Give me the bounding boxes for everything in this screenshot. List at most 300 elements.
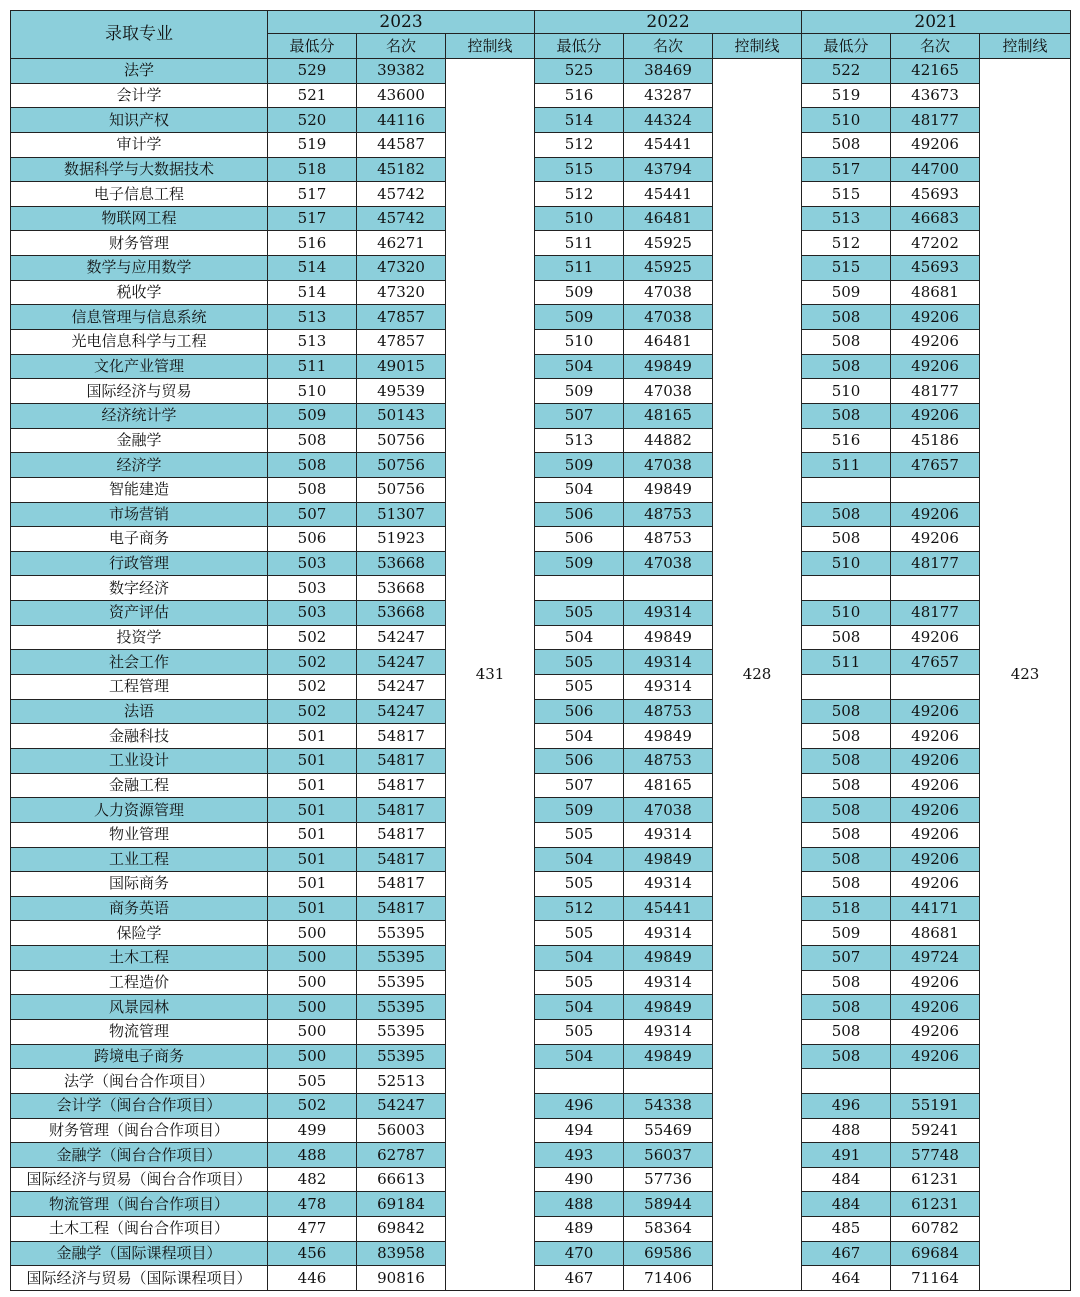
- table-row: [11, 551, 1071, 576]
- rank-cell: 69842: [357, 1217, 446, 1242]
- min-score-cell: 508: [802, 748, 891, 773]
- rank-cell: 49849: [624, 847, 713, 872]
- table-row: [11, 1266, 1071, 1291]
- rank-cell: [891, 477, 980, 502]
- min-score-cell: 508: [802, 847, 891, 872]
- major-name-cell: 保险学: [11, 921, 268, 946]
- min-score-cell: 470: [535, 1241, 624, 1266]
- min-score-cell: 506: [535, 748, 624, 773]
- major-name-cell: 知识产权: [11, 108, 268, 133]
- rank-cell: 50756: [357, 453, 446, 478]
- min-score-cell: 507: [535, 773, 624, 798]
- table-row: [11, 527, 1071, 552]
- rank-cell: 49206: [891, 773, 980, 798]
- major-name-cell: 工程管理: [11, 675, 268, 700]
- rank-cell: 46683: [891, 206, 980, 231]
- table-row: [11, 847, 1071, 872]
- year-2023-header: 2023: [268, 11, 535, 34]
- major-name-cell: 智能建造: [11, 477, 268, 502]
- min-score-cell: 510: [535, 206, 624, 231]
- min-score-cell: 508: [802, 354, 891, 379]
- major-name-cell: 光电信息科学与工程: [11, 330, 268, 355]
- rank-cell: 56003: [357, 1118, 446, 1143]
- min-score-cell: 508: [802, 305, 891, 330]
- table-row: [11, 1143, 1071, 1168]
- min-score-header: 最低分: [802, 34, 891, 59]
- rank-cell: 45441: [624, 132, 713, 157]
- rank-cell: 44116: [357, 108, 446, 133]
- min-score-cell: 494: [535, 1118, 624, 1143]
- control-line-cell: 428: [713, 59, 802, 1291]
- min-score-cell: 508: [802, 330, 891, 355]
- rank-cell: 47857: [357, 305, 446, 330]
- table-row: [11, 625, 1071, 650]
- rank-cell: 49849: [624, 946, 713, 971]
- table-row: [11, 206, 1071, 231]
- table-row: [11, 453, 1071, 478]
- rank-cell: 44324: [624, 108, 713, 133]
- min-score-cell: 505: [535, 822, 624, 847]
- min-score-cell: [535, 1069, 624, 1094]
- min-score-cell: 485: [802, 1217, 891, 1242]
- rank-cell: 69586: [624, 1241, 713, 1266]
- rank-cell: 48753: [624, 502, 713, 527]
- min-score-cell: 509: [535, 798, 624, 823]
- table-row: [11, 1241, 1071, 1266]
- table-row: [11, 379, 1071, 404]
- rank-cell: 45925: [624, 256, 713, 281]
- rank-cell: 49206: [891, 527, 980, 552]
- min-score-cell: 508: [802, 995, 891, 1020]
- rank-cell: 49849: [624, 477, 713, 502]
- min-score-cell: 508: [268, 453, 357, 478]
- rank-cell: 46271: [357, 231, 446, 256]
- rank-cell: 49206: [891, 699, 980, 724]
- min-score-cell: 506: [535, 527, 624, 552]
- rank-cell: 49206: [891, 1019, 980, 1044]
- min-score-cell: 508: [802, 724, 891, 749]
- min-score-cell: [802, 477, 891, 502]
- min-score-cell: 502: [268, 1093, 357, 1118]
- min-score-cell: 505: [535, 970, 624, 995]
- rank-cell: 53668: [357, 576, 446, 601]
- min-score-cell: 513: [802, 206, 891, 231]
- major-name-cell: 审计学: [11, 132, 268, 157]
- rank-cell: 58944: [624, 1192, 713, 1217]
- rank-cell: 54817: [357, 872, 446, 897]
- min-score-cell: 518: [268, 157, 357, 182]
- min-score-cell: 478: [268, 1192, 357, 1217]
- table-row: [11, 59, 1071, 84]
- min-score-cell: 506: [535, 699, 624, 724]
- rank-cell: 54817: [357, 724, 446, 749]
- major-name-cell: 金融学（闽台合作项目）: [11, 1143, 268, 1168]
- rank-cell: 48753: [624, 748, 713, 773]
- rank-cell: 62787: [357, 1143, 446, 1168]
- rank-cell: 45693: [891, 182, 980, 207]
- admission-table-container: [10, 10, 1071, 1291]
- rank-cell: 48177: [891, 379, 980, 404]
- min-score-cell: 506: [268, 527, 357, 552]
- rank-cell: 49206: [891, 403, 980, 428]
- major-name-cell: 电子商务: [11, 527, 268, 552]
- rank-cell: 49539: [357, 379, 446, 404]
- min-score-cell: 504: [535, 1044, 624, 1069]
- rank-cell: 55395: [357, 946, 446, 971]
- min-score-cell: 509: [802, 280, 891, 305]
- table-row: [11, 896, 1071, 921]
- min-score-cell: 515: [535, 157, 624, 182]
- min-score-cell: 517: [802, 157, 891, 182]
- min-score-cell: 506: [535, 502, 624, 527]
- rank-cell: 59241: [891, 1118, 980, 1143]
- rank-cell: 47320: [357, 256, 446, 281]
- table-row: [11, 773, 1071, 798]
- table-row: [11, 1069, 1071, 1094]
- min-score-cell: 514: [535, 108, 624, 133]
- rank-cell: 43794: [624, 157, 713, 182]
- min-score-cell: [802, 1069, 891, 1094]
- min-score-cell: 515: [802, 182, 891, 207]
- min-score-cell: 508: [802, 872, 891, 897]
- control-line-header: 控制线: [713, 34, 802, 59]
- min-score-cell: 513: [535, 428, 624, 453]
- rank-cell: 45742: [357, 182, 446, 207]
- min-score-cell: 484: [802, 1167, 891, 1192]
- major-name-cell: 国际经济与贸易: [11, 379, 268, 404]
- major-name-cell: 土木工程（闽台合作项目）: [11, 1217, 268, 1242]
- min-score-cell: 508: [268, 477, 357, 502]
- table-row: [11, 1093, 1071, 1118]
- min-score-cell: 509: [268, 403, 357, 428]
- rank-cell: 51923: [357, 527, 446, 552]
- rank-cell: 49206: [891, 502, 980, 527]
- rank-cell: 48753: [624, 527, 713, 552]
- rank-cell: 55395: [357, 921, 446, 946]
- rank-cell: 54247: [357, 699, 446, 724]
- rank-cell: 49314: [624, 970, 713, 995]
- min-score-cell: 510: [802, 551, 891, 576]
- min-score-cell: 500: [268, 946, 357, 971]
- control-line-header: 控制线: [446, 34, 535, 59]
- min-score-cell: 508: [802, 798, 891, 823]
- major-name-cell: 信息管理与信息系统: [11, 305, 268, 330]
- table-row: [11, 305, 1071, 330]
- min-score-cell: 488: [802, 1118, 891, 1143]
- rank-cell: 49206: [891, 822, 980, 847]
- min-score-cell: 488: [535, 1192, 624, 1217]
- min-score-cell: 517: [268, 182, 357, 207]
- min-score-cell: [802, 576, 891, 601]
- rank-cell: 49206: [891, 305, 980, 330]
- control-line-cell: 431: [446, 59, 535, 1291]
- min-score-cell: 512: [535, 896, 624, 921]
- min-score-cell: 467: [802, 1241, 891, 1266]
- rank-cell: 49206: [891, 625, 980, 650]
- min-score-cell: 516: [535, 83, 624, 108]
- table-row: [11, 822, 1071, 847]
- table-row: [11, 108, 1071, 133]
- table-row: [11, 675, 1071, 700]
- rank-cell: 43673: [891, 83, 980, 108]
- min-score-cell: 508: [802, 625, 891, 650]
- major-name-cell: 社会工作: [11, 650, 268, 675]
- rank-cell: 48165: [624, 773, 713, 798]
- rank-cell: 58364: [624, 1217, 713, 1242]
- rank-cell: 49206: [891, 748, 980, 773]
- major-name-cell: 土木工程: [11, 946, 268, 971]
- rank-cell: 48681: [891, 921, 980, 946]
- rank-cell: 45186: [891, 428, 980, 453]
- rank-cell: 49314: [624, 872, 713, 897]
- rank-cell: 45925: [624, 231, 713, 256]
- major-name-cell: 金融学（国际课程项目）: [11, 1241, 268, 1266]
- rank-cell: 47038: [624, 305, 713, 330]
- min-score-cell: 509: [535, 379, 624, 404]
- min-score-cell: 509: [535, 551, 624, 576]
- rank-cell: 55395: [357, 1044, 446, 1069]
- rank-cell: 45742: [357, 206, 446, 231]
- rank-cell: 49206: [891, 354, 980, 379]
- min-score-cell: 501: [268, 798, 357, 823]
- min-score-cell: 501: [268, 872, 357, 897]
- min-score-cell: 510: [535, 330, 624, 355]
- rank-cell: 54247: [357, 650, 446, 675]
- table-row: [11, 1192, 1071, 1217]
- rank-cell: 69684: [891, 1241, 980, 1266]
- min-score-cell: 505: [535, 1019, 624, 1044]
- rank-cell: 45441: [624, 182, 713, 207]
- rank-cell: 54247: [357, 625, 446, 650]
- rank-cell: 49849: [624, 354, 713, 379]
- min-score-cell: 508: [802, 132, 891, 157]
- min-score-cell: 500: [268, 1044, 357, 1069]
- min-score-cell: 505: [535, 601, 624, 626]
- table-row: [11, 403, 1071, 428]
- rank-cell: 90816: [357, 1266, 446, 1291]
- major-name-cell: 风景园林: [11, 995, 268, 1020]
- major-name-cell: 商务英语: [11, 896, 268, 921]
- min-score-cell: 512: [535, 132, 624, 157]
- control-line-cell: 423: [980, 59, 1071, 1291]
- min-score-cell: 522: [802, 59, 891, 84]
- rank-cell: 47202: [891, 231, 980, 256]
- min-score-cell: 490: [535, 1167, 624, 1192]
- rank-cell: 49314: [624, 601, 713, 626]
- rank-cell: 61231: [891, 1167, 980, 1192]
- table-row: [11, 477, 1071, 502]
- major-name-cell: 会计学（闽台合作项目）: [11, 1093, 268, 1118]
- min-score-cell: 508: [802, 970, 891, 995]
- rank-cell: 38469: [624, 59, 713, 84]
- min-score-cell: 501: [268, 822, 357, 847]
- min-score-cell: 501: [268, 847, 357, 872]
- min-score-header: 最低分: [535, 34, 624, 59]
- rank-cell: 49206: [891, 970, 980, 995]
- rank-cell: 55395: [357, 995, 446, 1020]
- major-name-cell: 市场营销: [11, 502, 268, 527]
- table-body: [11, 59, 1071, 1291]
- major-name-cell: 国际经济与贸易（闽台合作项目）: [11, 1167, 268, 1192]
- min-score-cell: 504: [535, 354, 624, 379]
- rank-cell: [624, 576, 713, 601]
- rank-cell: 47038: [624, 379, 713, 404]
- rank-cell: 83958: [357, 1241, 446, 1266]
- min-score-cell: 505: [535, 921, 624, 946]
- min-score-cell: 510: [802, 108, 891, 133]
- min-score-cell: 514: [268, 280, 357, 305]
- rank-cell: 43600: [357, 83, 446, 108]
- min-score-cell: 510: [802, 379, 891, 404]
- min-score-cell: 504: [535, 724, 624, 749]
- rank-cell: 55395: [357, 1019, 446, 1044]
- min-score-cell: 511: [802, 650, 891, 675]
- admission-score-table: [10, 10, 1071, 1291]
- major-name-cell: 工业设计: [11, 748, 268, 773]
- rank-cell: 42165: [891, 59, 980, 84]
- major-name-cell: 税收学: [11, 280, 268, 305]
- rank-cell: 50756: [357, 477, 446, 502]
- rank-cell: 54338: [624, 1093, 713, 1118]
- rank-cell: 54817: [357, 748, 446, 773]
- rank-cell: 46481: [624, 206, 713, 231]
- min-score-cell: 467: [535, 1266, 624, 1291]
- control-line-header: 控制线: [980, 34, 1071, 59]
- table-row: [11, 231, 1071, 256]
- rank-cell: 49206: [891, 798, 980, 823]
- min-score-header: 最低分: [268, 34, 357, 59]
- rank-cell: 71164: [891, 1266, 980, 1291]
- table-row: [11, 699, 1071, 724]
- min-score-cell: 501: [268, 896, 357, 921]
- major-name-cell: 金融学: [11, 428, 268, 453]
- rank-cell: 43287: [624, 83, 713, 108]
- rank-cell: 49724: [891, 946, 980, 971]
- major-name-cell: 财务管理: [11, 231, 268, 256]
- min-score-cell: 507: [802, 946, 891, 971]
- min-score-cell: 511: [535, 231, 624, 256]
- min-score-cell: 489: [535, 1217, 624, 1242]
- table-row: [11, 157, 1071, 182]
- min-score-cell: 504: [535, 477, 624, 502]
- rank-cell: 66613: [357, 1167, 446, 1192]
- table-row: [11, 1217, 1071, 1242]
- rank-cell: 57736: [624, 1167, 713, 1192]
- rank-cell: 52513: [357, 1069, 446, 1094]
- rank-cell: 49849: [624, 625, 713, 650]
- rank-cell: 53668: [357, 551, 446, 576]
- rank-cell: 49206: [891, 132, 980, 157]
- min-score-cell: 507: [268, 502, 357, 527]
- rank-cell: 49314: [624, 921, 713, 946]
- rank-cell: 54817: [357, 798, 446, 823]
- rank-cell: 56037: [624, 1143, 713, 1168]
- table-row: [11, 724, 1071, 749]
- table-row: [11, 1044, 1071, 1069]
- table-row: [11, 280, 1071, 305]
- major-name-cell: 金融科技: [11, 724, 268, 749]
- table-row: [11, 132, 1071, 157]
- min-score-cell: 504: [535, 625, 624, 650]
- min-score-cell: [802, 675, 891, 700]
- min-score-cell: 488: [268, 1143, 357, 1168]
- table-row: [11, 970, 1071, 995]
- rank-cell: 49849: [624, 724, 713, 749]
- table-row: [11, 354, 1071, 379]
- rank-cell: 49206: [891, 1044, 980, 1069]
- min-score-cell: 500: [268, 921, 357, 946]
- min-score-cell: 491: [802, 1143, 891, 1168]
- min-score-cell: 520: [268, 108, 357, 133]
- rank-cell: 47038: [624, 551, 713, 576]
- rank-cell: 48177: [891, 551, 980, 576]
- rank-cell: 47038: [624, 798, 713, 823]
- rank-cell: 47657: [891, 453, 980, 478]
- rank-cell: 44171: [891, 896, 980, 921]
- major-name-cell: 法语: [11, 699, 268, 724]
- major-name-cell: 文化产业管理: [11, 354, 268, 379]
- rank-cell: 55469: [624, 1118, 713, 1143]
- min-score-cell: 496: [802, 1093, 891, 1118]
- min-score-cell: 511: [802, 453, 891, 478]
- min-score-cell: 511: [268, 354, 357, 379]
- min-score-cell: 516: [802, 428, 891, 453]
- min-score-cell: 503: [268, 551, 357, 576]
- major-name-cell: 电子信息工程: [11, 182, 268, 207]
- min-score-cell: 499: [268, 1118, 357, 1143]
- min-score-cell: 504: [535, 995, 624, 1020]
- min-score-cell: 484: [802, 1192, 891, 1217]
- major-name-cell: 投资学: [11, 625, 268, 650]
- min-score-cell: 521: [268, 83, 357, 108]
- min-score-cell: 501: [268, 724, 357, 749]
- min-score-cell: 502: [268, 625, 357, 650]
- table-row: [11, 650, 1071, 675]
- min-score-cell: 493: [535, 1143, 624, 1168]
- table-row: [11, 946, 1071, 971]
- rank-cell: [891, 1069, 980, 1094]
- rank-cell: 46481: [624, 330, 713, 355]
- rank-cell: 44700: [891, 157, 980, 182]
- min-score-cell: 508: [802, 773, 891, 798]
- rank-cell: 47320: [357, 280, 446, 305]
- rank-cell: 54817: [357, 896, 446, 921]
- rank-cell: 49206: [891, 724, 980, 749]
- major-name-cell: 国际商务: [11, 872, 268, 897]
- rank-header: 名次: [624, 34, 713, 59]
- min-score-cell: 505: [535, 872, 624, 897]
- rank-cell: 45441: [624, 896, 713, 921]
- min-score-cell: 503: [268, 576, 357, 601]
- table-row: [11, 1019, 1071, 1044]
- major-name-cell: 跨境电子商务: [11, 1044, 268, 1069]
- table-row: [11, 1167, 1071, 1192]
- min-score-cell: 519: [268, 132, 357, 157]
- rank-cell: 57748: [891, 1143, 980, 1168]
- table-row: [11, 576, 1071, 601]
- rank-cell: 49849: [624, 995, 713, 1020]
- rank-cell: 50143: [357, 403, 446, 428]
- min-score-cell: 505: [535, 675, 624, 700]
- min-score-cell: 505: [535, 650, 624, 675]
- rank-cell: 54817: [357, 773, 446, 798]
- rank-cell: 39382: [357, 59, 446, 84]
- min-score-cell: 510: [268, 379, 357, 404]
- rank-cell: 49206: [891, 330, 980, 355]
- table-row: [11, 601, 1071, 626]
- min-score-cell: 503: [268, 601, 357, 626]
- major-name-cell: 法学: [11, 59, 268, 84]
